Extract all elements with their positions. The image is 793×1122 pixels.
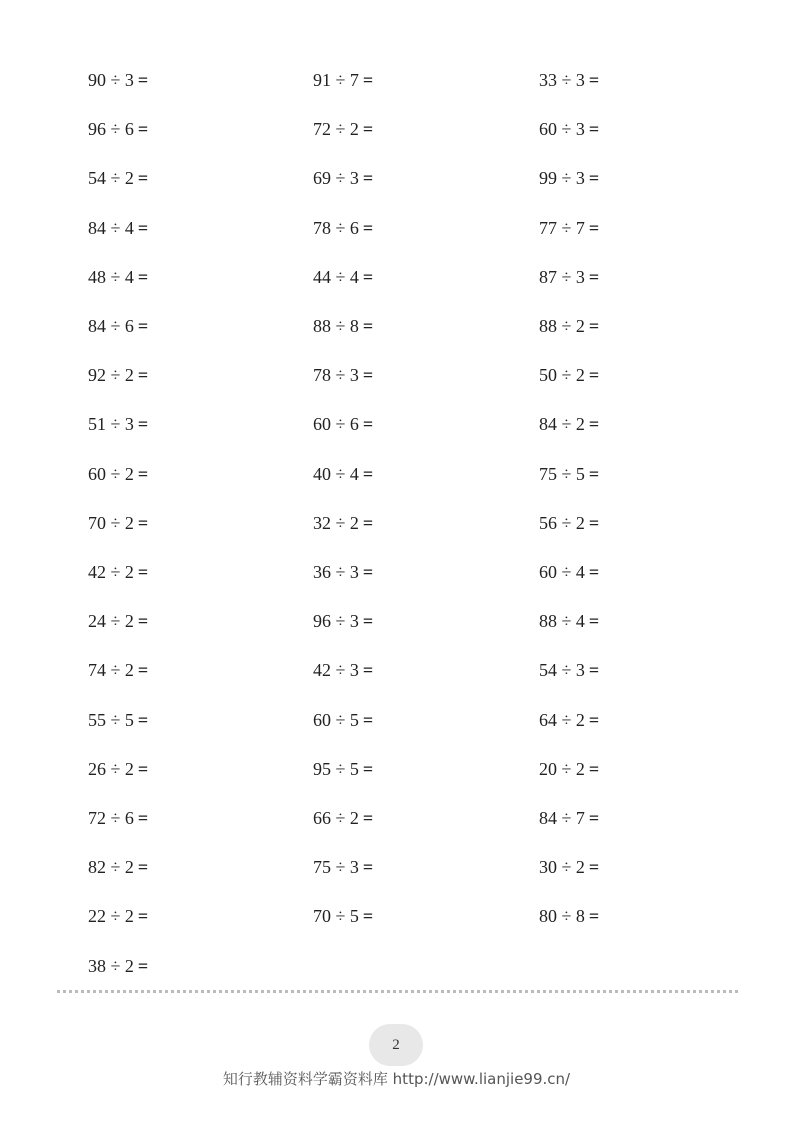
problem-expression: 50 ÷ 2 [539,365,585,386]
division-problem [539,557,599,587]
problem-expression: 60 ÷ 6 [313,414,359,435]
equals-sign: = [588,857,600,878]
problem-expression: 82 ÷ 2 [88,857,134,878]
problem-expression: 22 ÷ 2 [88,906,134,927]
division-problem [313,65,373,95]
division-problem [88,606,148,636]
division-problem [313,901,373,931]
equals-sign: = [362,808,374,828]
division-problem [88,803,148,833]
problem-expression: 90 ÷ 3 [88,70,134,90]
problem-expression: 42 ÷ 2 [88,562,134,582]
division-problem [539,459,599,489]
equals-sign: = [137,562,149,582]
division-problem [539,655,599,685]
equals-sign: = [362,217,374,238]
page-number-badge: 2 [369,1024,423,1066]
problem-row [0,655,793,685]
division-problem [539,114,599,144]
dotted-divider [57,990,738,993]
problem-expression: 80 ÷ 8 [539,906,585,927]
problem-expression: 84 ÷ 2 [539,414,585,435]
problem-expression: 30 ÷ 2 [539,857,585,878]
problem-expression: 78 ÷ 6 [313,217,359,238]
division-problem [88,557,148,587]
division-problem [539,508,599,538]
problem-expression: 99 ÷ 3 [539,168,585,189]
division-problem [313,754,373,784]
problem-row [0,409,793,439]
equals-sign: = [588,365,600,386]
problem-row [0,557,793,587]
equals-sign: = [137,709,149,730]
division-problem [539,852,599,882]
equals-sign: = [588,660,600,681]
problem-expression: 24 ÷ 2 [88,611,134,632]
division-problem [88,754,148,784]
problem-row [0,803,793,833]
problem-expression: 88 ÷ 8 [313,316,359,336]
problem-row [0,951,793,981]
problem-row [0,163,793,193]
equals-sign: = [362,168,374,189]
problem-row [0,114,793,144]
problem-expression: 70 ÷ 5 [313,906,359,927]
problem-expression: 64 ÷ 2 [539,709,585,730]
division-problem [313,557,373,587]
problem-expression: 72 ÷ 2 [313,119,359,140]
division-problem [539,606,599,636]
division-problem [88,262,148,292]
equals-sign: = [588,119,600,140]
division-problem [88,655,148,685]
problem-row [0,754,793,784]
division-problem [88,163,148,193]
problem-row [0,508,793,538]
problem-expression: 40 ÷ 4 [313,463,359,484]
division-problem [313,114,373,144]
division-problem [88,951,148,981]
division-problem [88,65,148,95]
equals-sign: = [362,70,374,90]
equals-sign: = [588,70,600,90]
division-problem [88,311,148,341]
division-problem [539,213,599,243]
problem-expression: 96 ÷ 6 [88,119,134,140]
equals-sign: = [588,611,600,632]
division-problem [539,803,599,833]
equals-sign: = [137,512,149,533]
division-problem [88,705,148,735]
division-problem [539,311,599,341]
division-problem [313,852,373,882]
equals-sign: = [137,758,149,779]
equals-sign: = [588,906,600,927]
equals-sign: = [362,857,374,878]
problem-row [0,901,793,931]
equals-sign: = [137,955,149,976]
problem-expression: 36 ÷ 3 [313,562,359,582]
equals-sign: = [137,119,149,140]
problem-expression: 75 ÷ 3 [313,857,359,878]
equals-sign: = [362,758,374,779]
division-problem [88,852,148,882]
division-problem [539,705,599,735]
problem-expression: 32 ÷ 2 [313,512,359,533]
division-problem [88,114,148,144]
problem-expression: 84 ÷ 7 [539,808,585,828]
problem-expression: 54 ÷ 2 [88,168,134,189]
problem-expression: 33 ÷ 3 [539,70,585,90]
equals-sign: = [588,414,600,435]
problem-expression: 56 ÷ 2 [539,512,585,533]
equals-sign: = [137,463,149,484]
equals-sign: = [362,660,374,681]
problem-expression: 92 ÷ 2 [88,365,134,386]
problem-expression: 78 ÷ 3 [313,365,359,386]
division-problem [88,901,148,931]
problem-expression: 69 ÷ 3 [313,168,359,189]
division-problem [313,655,373,685]
problem-row [0,360,793,390]
problem-expression: 20 ÷ 2 [539,758,585,779]
equals-sign: = [137,217,149,238]
problem-expression: 84 ÷ 6 [88,316,134,336]
equals-sign: = [588,168,600,189]
equals-sign: = [588,463,600,484]
equals-sign: = [137,660,149,681]
division-problem [313,606,373,636]
problem-row [0,213,793,243]
division-problem [539,262,599,292]
division-problem [313,409,373,439]
problem-expression: 84 ÷ 4 [88,217,134,238]
equals-sign: = [588,808,600,828]
problem-expression: 74 ÷ 2 [88,660,134,681]
problem-expression: 60 ÷ 2 [88,463,134,484]
equals-sign: = [362,709,374,730]
problem-row [0,311,793,341]
equals-sign: = [588,709,600,730]
division-problem [313,360,373,390]
problem-expression: 60 ÷ 3 [539,119,585,140]
division-problem [539,901,599,931]
equals-sign: = [588,316,600,336]
equals-sign: = [137,808,149,828]
division-problem [313,705,373,735]
division-problem [313,459,373,489]
division-problem [88,409,148,439]
equals-sign: = [137,70,149,90]
division-problem [313,213,373,243]
problem-row [0,65,793,95]
division-problem [539,360,599,390]
equals-sign: = [137,266,149,287]
division-problem [88,459,148,489]
problem-expression: 95 ÷ 5 [313,758,359,779]
equals-sign: = [137,316,149,336]
problem-expression: 87 ÷ 3 [539,266,585,287]
equals-sign: = [137,857,149,878]
equals-sign: = [137,365,149,386]
division-problem [539,754,599,784]
equals-sign: = [362,414,374,435]
problem-expression: 70 ÷ 2 [88,512,134,533]
division-problem [313,262,373,292]
equals-sign: = [137,906,149,927]
problem-expression: 75 ÷ 5 [539,463,585,484]
equals-sign: = [362,316,374,336]
problem-expression: 48 ÷ 4 [88,266,134,287]
equals-sign: = [362,906,374,927]
problem-expression: 60 ÷ 5 [313,709,359,730]
problem-expression: 42 ÷ 3 [313,660,359,681]
equals-sign: = [362,611,374,632]
division-problem [88,508,148,538]
equals-sign: = [588,562,600,582]
equals-sign: = [362,266,374,287]
equals-sign: = [137,168,149,189]
problem-expression: 72 ÷ 6 [88,808,134,828]
equals-sign: = [137,414,149,435]
equals-sign: = [588,758,600,779]
division-problem [88,360,148,390]
problem-row [0,459,793,489]
equals-sign: = [362,562,374,582]
footer-source-text: 知行教辅资料学霸资料库 http://www.lianjie99.cn/ [222,1070,571,1088]
equals-sign: = [588,512,600,533]
problem-expression: 88 ÷ 4 [539,611,585,632]
division-problem [313,311,373,341]
problem-expression: 96 ÷ 3 [313,611,359,632]
equals-sign: = [137,611,149,632]
problem-expression: 91 ÷ 7 [313,70,359,90]
problem-row [0,262,793,292]
problem-row [0,705,793,735]
equals-sign: = [588,217,600,238]
division-problem [313,163,373,193]
equals-sign: = [588,266,600,287]
problem-row [0,606,793,636]
problem-expression: 60 ÷ 4 [539,562,585,582]
problem-expression: 66 ÷ 2 [313,808,359,828]
problem-expression: 55 ÷ 5 [88,709,134,730]
problem-expression: 88 ÷ 2 [539,316,585,336]
equals-sign: = [362,512,374,533]
division-problem [313,803,373,833]
division-problem [539,163,599,193]
problem-expression: 44 ÷ 4 [313,266,359,287]
equals-sign: = [362,463,374,484]
division-problem [539,65,599,95]
division-problem [539,409,599,439]
problem-expression: 54 ÷ 3 [539,660,585,681]
problem-expression: 26 ÷ 2 [88,758,134,779]
division-problem [88,213,148,243]
problem-row [0,852,793,882]
problem-expression: 77 ÷ 7 [539,217,585,238]
problem-expression: 38 ÷ 2 [88,955,134,976]
equals-sign: = [362,365,374,386]
division-problem [313,508,373,538]
equals-sign: = [362,119,374,140]
problem-expression: 51 ÷ 3 [88,414,134,435]
